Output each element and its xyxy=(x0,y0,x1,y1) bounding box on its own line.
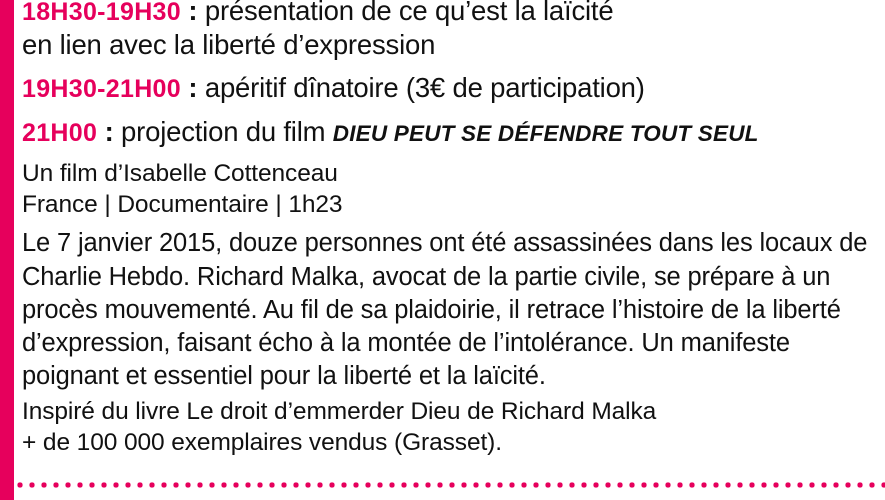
schedule-text-3: projection du film xyxy=(121,115,326,147)
schedule-separator-1: : xyxy=(188,0,198,26)
book-note-line-2: + de 100 000 exemplaires vendus (Grasset). xyxy=(22,428,502,456)
schedule-text-1-continuation: en lien avec la liberté d’expression xyxy=(22,28,436,60)
schedule-item-1 xyxy=(22,0,870,61)
left-accent-bar xyxy=(0,0,14,500)
schedule-item-3 xyxy=(22,115,870,149)
event-content xyxy=(22,0,870,459)
book-note xyxy=(22,397,870,459)
schedule-text-1: présentation de ce qu’est la laïcité xyxy=(204,0,614,26)
schedule-item-2 xyxy=(22,71,870,105)
film-title: DIEU PEUT SE DÉFENDRE TOUT SEUL xyxy=(332,120,759,146)
film-synopsis: Le 7 janvier 2015, douze personnes ont été assassinées dans les locaux de Charlie Hebdo. Richard Malka, avocat de la partie civile, se prépare à un procès mouvementé. Au fil de sa plaidoirie, il retrace l’histoire de la liberté d’expression, faisant écho à la montée de l’intolérance. Un manifeste poignant et essentiel pour la liberté et la laïcité. xyxy=(22,229,868,390)
film-details: France | Documentaire | 1h23 xyxy=(22,191,343,219)
book-note-line-1: Inspiré du livre Le droit d’emmerder Dieu de Richard Malka xyxy=(22,398,657,426)
schedule-separator-2: : xyxy=(188,72,198,104)
dotted-divider xyxy=(14,482,885,488)
schedule-time-2: 19H30-21H00 xyxy=(22,75,181,104)
film-director: Un film d’Isabelle Cottenceau xyxy=(22,160,338,188)
schedule-time-1: 18H30-19H30 xyxy=(22,0,181,26)
schedule-text-2: apéritif dînatoire (3€ de participation) xyxy=(204,72,645,104)
schedule-separator-3: : xyxy=(104,115,114,147)
film-credits xyxy=(22,158,870,220)
schedule-time-3: 21H00 xyxy=(22,118,98,147)
